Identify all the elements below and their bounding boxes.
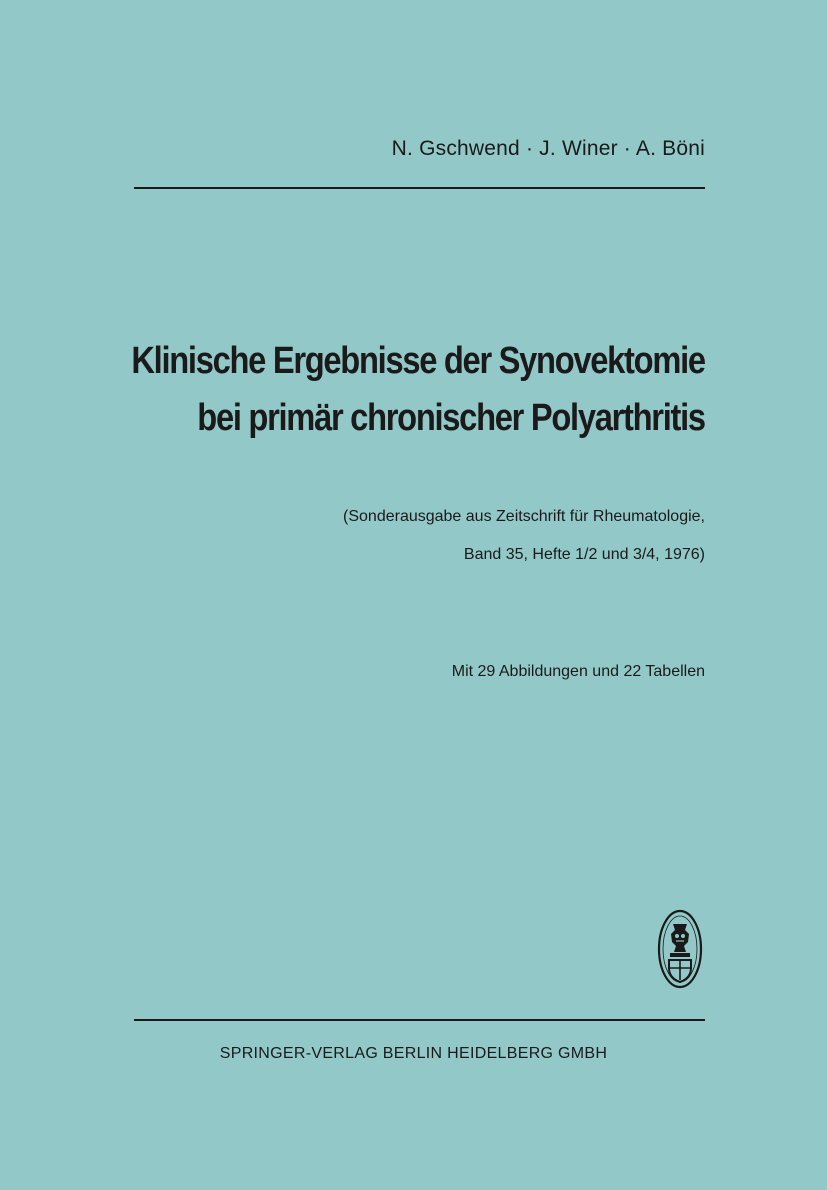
springer-knight-icon xyxy=(657,908,703,990)
source-line: Band 35, Hefte 1/2 und 3/4, 1976) xyxy=(463,546,705,563)
source-note xyxy=(343,498,705,574)
illustrations-note: Mit 29 Abbildungen und 22 Tabellen xyxy=(451,663,705,680)
book-title xyxy=(132,333,705,447)
bottom-divider xyxy=(134,1019,705,1021)
publisher: SPRINGER-VERLAG BERLIN HEIDELBERG GMBH xyxy=(219,1045,608,1062)
title-line: Klinische Ergebnisse der Synovektomie xyxy=(131,340,705,382)
source-line: (Sonderausgabe aus Zeitschrift für Rheumatologie, xyxy=(343,508,705,525)
authors: N. Gschwend · J. Winer · A. Böni xyxy=(391,137,705,160)
title-line: bei primär chronischer Polyarthritis xyxy=(197,397,705,439)
top-divider xyxy=(134,187,705,189)
